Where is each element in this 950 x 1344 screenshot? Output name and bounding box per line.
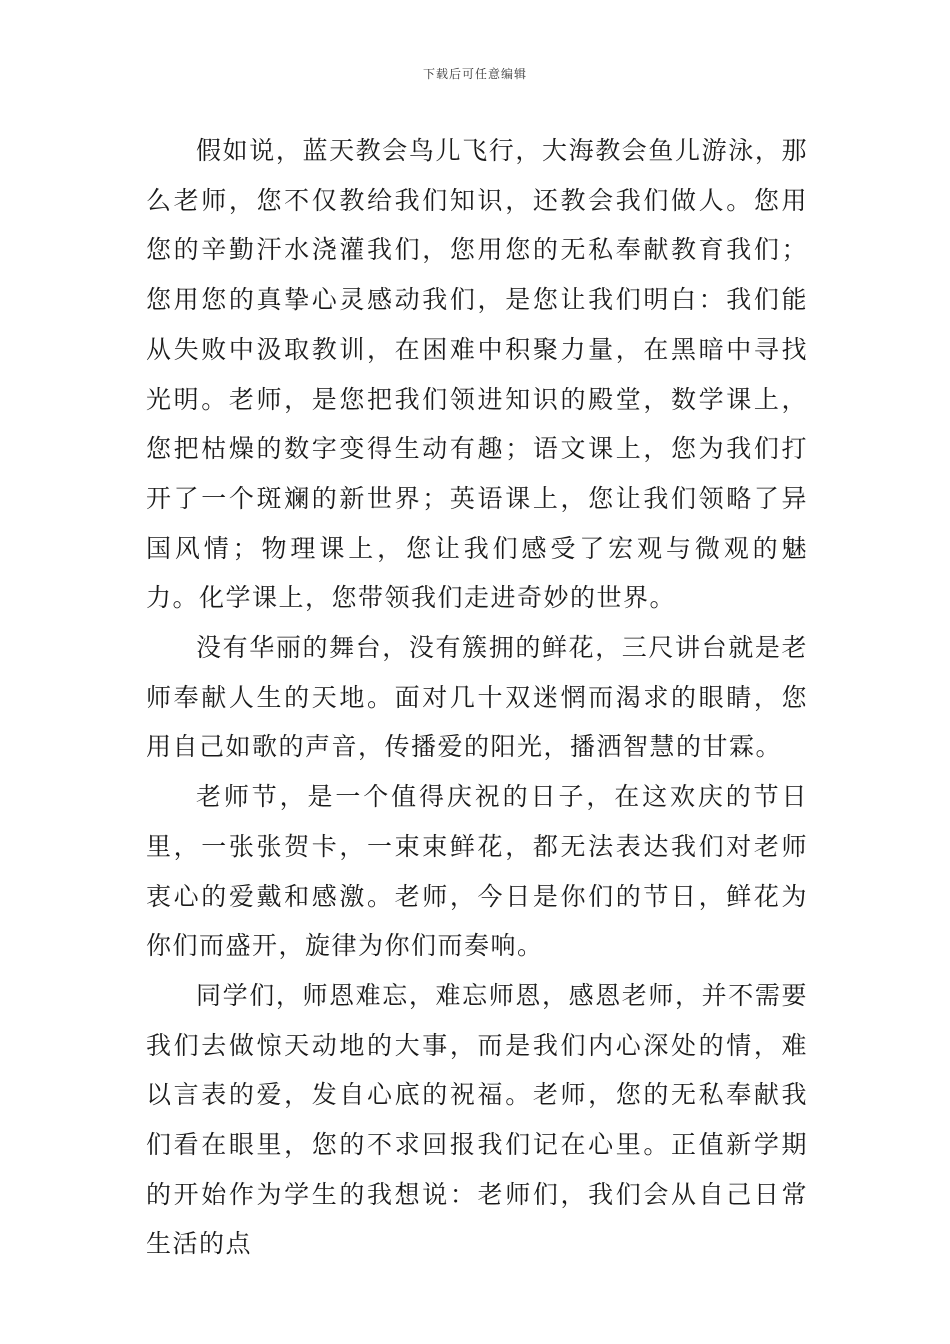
paragraph: 同学们，师恩难忘，难忘师恩，感恩老师，并不需要我们去做惊天动地的大事，而是我们内心深处的情，难以言表的爱，发自心底的祝福。老师，您的无私奉献我们看在眼里，您的不求回报我们记在心里。正值新学期的开始作为学生的我想说：老师们，我们会从自己日常生活的点 [146,980,808,1259]
paragraph: 老师节，是一个值得庆祝的日子，在这欢庆的节日里，一张张贺卡，一束束鲜花，都无法表达我们对老师衷心的爱戴和感激。老师，今日是你们的节日，鲜花为你们而盛开，旋律为你们而奏响。 [146,782,808,961]
document-body [146,126,808,1269]
paragraph: 假如说，蓝天教会鸟儿飞行，大海教会鱼儿游泳，那么老师，您不仅教给我们知识，还教会我们做人。您用您的辛勤汗水浇灌我们，您用您的无私奉献教育我们；您用您的真挚心灵感动我们，是您让我们明白：我们能从失败中汲取教训，在困难中积聚力量，在黑暗中寻找光明。老师，是您把我们领进知识的殿堂，数学课上，您把枯燥的数字变得生动有趣；语文课上，您为我们打开了一个斑斓的新世界；英语课上，您让我们领略了异国风情；物理课上，您让我们感受了宏观与微观的魅力。化学课上，您带领我们走进奇妙的世界。 [146,136,808,613]
paragraph: 没有华丽的舞台，没有簇拥的鲜花，三尺讲台就是老师奉献人生的天地。面对几十双迷惘而渴求的眼睛，您用自己如歌的声音，传播爱的阳光，播洒智慧的甘霖。 [146,633,808,762]
page-header: 下载后可任意编辑 [422,67,527,81]
